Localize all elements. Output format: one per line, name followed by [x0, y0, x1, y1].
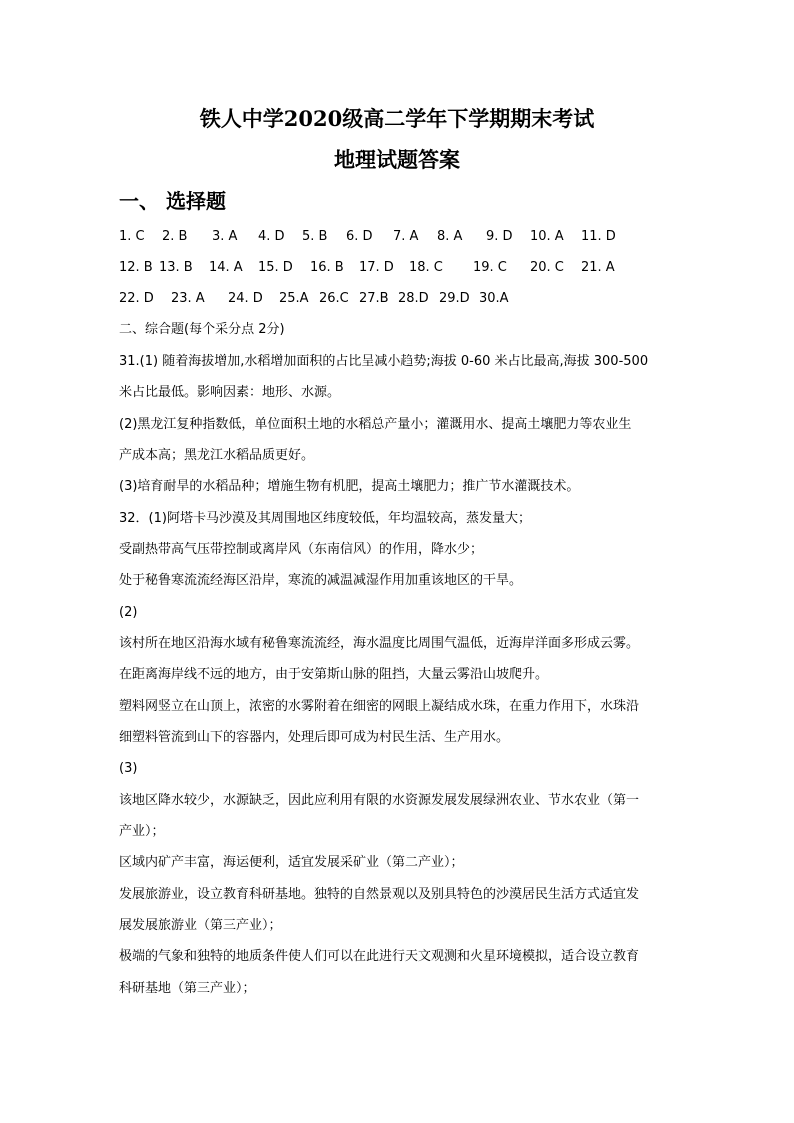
choice-answer: 26.C [319, 291, 349, 306]
answer-line: 处于秘鲁寒流流经海区沿岸，寒流的减温减湿作用加重该地区的干旱。 [119, 573, 523, 588]
choice-answer: 29.D [439, 291, 470, 306]
choice-answer: 11. D [581, 229, 616, 244]
exam-title: 铁人中学2020级高二学年下学期期末考试 [199, 106, 595, 131]
answer-line: 32．(1)阿塔卡马沙漠及其周围地区纬度较低，年均温较高，蒸发量大； [119, 511, 531, 526]
answer-line: 该村所在地区沿海水域有秘鲁寒流流经，海水温度比周围气温低，近海岸洋面多形成云雾。 [119, 636, 640, 651]
choice-answer: 4. D [258, 229, 285, 244]
answer-line: 米占比最低。影响因素：地形、水源。 [119, 385, 341, 400]
choice-answer: 12. B [119, 260, 153, 275]
choice-answers-row-3 [119, 290, 679, 308]
answer-subquestion-label: (3) [119, 761, 138, 776]
choice-answer: 8. A [437, 229, 463, 244]
choice-answer: 17. D [359, 260, 394, 275]
answer-line: 极端的气象和独特的地质条件使人们可以在此进行天文观测和火星环境模拟，适合设立教育 [119, 949, 640, 964]
answer-line: 产业）； [119, 824, 165, 839]
answer-line: 受副热带高气压带控制或离岸风（东南信风）的作用，降水少； [119, 542, 484, 557]
answer-line: (3)培育耐旱的水稻品种；增施生物有机肥，提高土壤肥力；推广节水灌溉技术。 [119, 479, 580, 494]
choice-answer: 3. A [212, 229, 238, 244]
choice-answer: 24. D [228, 291, 263, 306]
section-heading-choice: 一、 选择题 [119, 189, 226, 213]
choice-answer: 20. C [530, 260, 564, 275]
answer-line: 产成本高；黑龙江水稻品质更好。 [119, 448, 315, 463]
choice-answer: 1. C [119, 229, 145, 244]
choice-answer: 30.A [479, 291, 509, 306]
choice-answer: 27.B [359, 291, 389, 306]
choice-answer: 23. A [171, 291, 205, 306]
choice-answer: 25.A [279, 291, 309, 306]
choice-answer: 19. C [473, 260, 507, 275]
answer-line: 细塑料管流到山下的容器内，处理后即可成为村民生活、生产用水。 [119, 730, 510, 745]
answer-line: 31.(1) 随着海拔增加,水稻增加面积的占比呈减小趋势;海拔 0-60 米占比最高,海拔 300-500 [119, 354, 649, 369]
choice-answers-row-2 [119, 259, 679, 277]
answer-line: 发展旅游业，设立教育科研基地。独特的自然景观以及别具特色的沙漠居民生活方式适宜发 [119, 887, 640, 902]
choice-answer: 9. D [486, 229, 513, 244]
choice-answer: 6. D [346, 229, 373, 244]
choice-answer: 15. D [258, 260, 293, 275]
choice-answer: 10. A [530, 229, 564, 244]
choice-answer: 2. B [162, 229, 188, 244]
exam-subtitle: 地理试题答案 [334, 147, 460, 172]
answer-line: 在距离海岸线不远的地方，由于安第斯山脉的阻挡，大量云雾沿山坡爬升。 [119, 667, 549, 682]
answer-line: 展发展旅游业（第三产业）； [119, 918, 282, 933]
choice-answer: 21. A [581, 260, 615, 275]
answer-line: 区域内矿产丰富，海运便利，适宜发展采矿业（第二产业）； [119, 855, 464, 870]
choice-answer: 5. B [302, 229, 328, 244]
answer-line: (2)黑龙江复种指数低，单位面积土地的水稻总产量小；灌溉用水、提高土壤肥力等农业生 [119, 417, 632, 432]
choice-answer: 14. A [209, 260, 243, 275]
section-heading-comprehensive: 二、综合题(每个采分点 2分) [119, 322, 285, 337]
choice-answer: 7. A [393, 229, 419, 244]
choice-answer: 22. D [119, 291, 154, 306]
choice-answer: 13. B [159, 260, 193, 275]
answer-subquestion-label: (2) [119, 605, 138, 620]
choice-answer: 18. C [409, 260, 443, 275]
answer-line: 科研基地（第三产业）； [119, 981, 256, 996]
answer-line: 塑料网竖立在山顶上，浓密的水雾附着在细密的网眼上凝结成水珠，在重力作用下，水珠沿 [119, 699, 640, 714]
choice-answer: 16. B [310, 260, 344, 275]
choice-answers-row-1 [119, 228, 679, 246]
answer-line: 该地区降水较少，水源缺乏，因此应利用有限的水资源发展发展绿洲农业、节水农业（第一 [119, 793, 640, 808]
choice-answer: 28.D [398, 291, 429, 306]
